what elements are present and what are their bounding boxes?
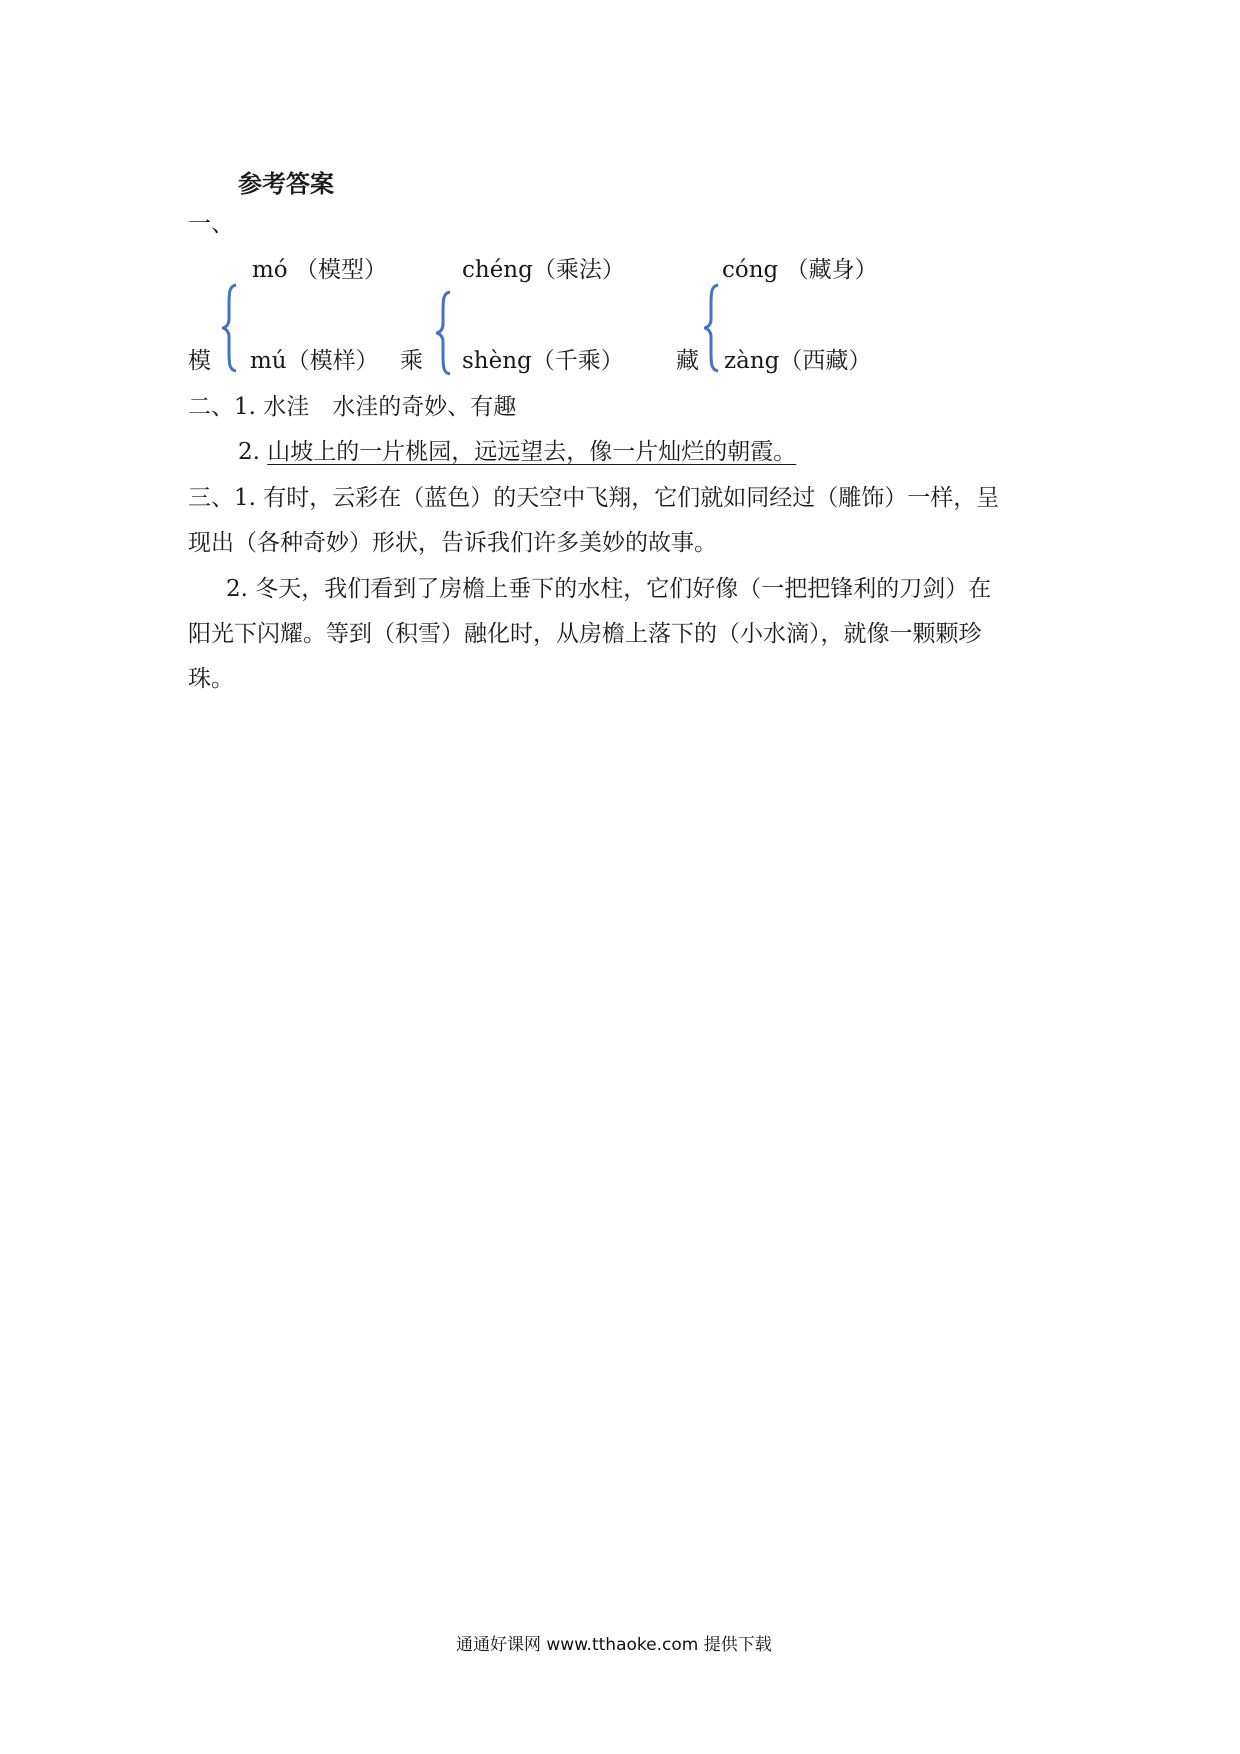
brace-1 (222, 283, 240, 373)
pinyin-top-3: cóng （藏身） (722, 257, 878, 283)
pinyin-bottom-3: zàng（西藏） (724, 348, 872, 374)
section-3-p2-line-3: 珠。 (188, 666, 234, 692)
pinyin-bottom-1: mú（模样） (250, 348, 379, 374)
section-3-p2-line-2: 阳光下闪耀。等到（积雪）融化时，从房檐上落下的（小水滴），就像一颗颗珍 (188, 621, 982, 647)
section-3-p1-line-2: 现出（各种奇妙）形状，告诉我们许多美妙的故事。 (188, 530, 717, 556)
polyphone-char-1: 模 (188, 348, 211, 374)
item-number: 2. (238, 439, 260, 465)
section-2-line-1: 二、1. 水洼 水洼的奇妙、有趣 (188, 394, 517, 420)
brace-3 (704, 283, 722, 373)
underlined-answer: 山坡上的一片桃园，远远望去，像一片灿烂的朝霞。 (267, 439, 797, 465)
pinyin-bottom-2: shèng（千乘） (462, 348, 624, 374)
page-title: 参考答案 (238, 170, 334, 198)
section-3-p2-line-1: 2. 冬天，我们看到了房檐上垂下的水柱，它们好像（一把把锋利的刀剑）在 (226, 576, 992, 602)
pinyin-top-2: chéng（乘法） (462, 257, 625, 283)
brace-2 (436, 290, 454, 376)
section-3-p1-line-1: 三、1. 有时，云彩在（蓝色）的天空中飞翔，它们就如同经过（雕饰）一样，呈 (188, 485, 1000, 511)
polyphone-char-3: 藏 (676, 348, 699, 374)
section-1-label: 一、 (188, 211, 234, 237)
page-footer: 通通好课网 www.tthaoke.com 提供下载 (456, 1635, 772, 1655)
section-2-line-2 (238, 438, 796, 466)
pinyin-top-1: mó （模型） (252, 257, 387, 283)
polyphone-char-2: 乘 (400, 348, 423, 374)
